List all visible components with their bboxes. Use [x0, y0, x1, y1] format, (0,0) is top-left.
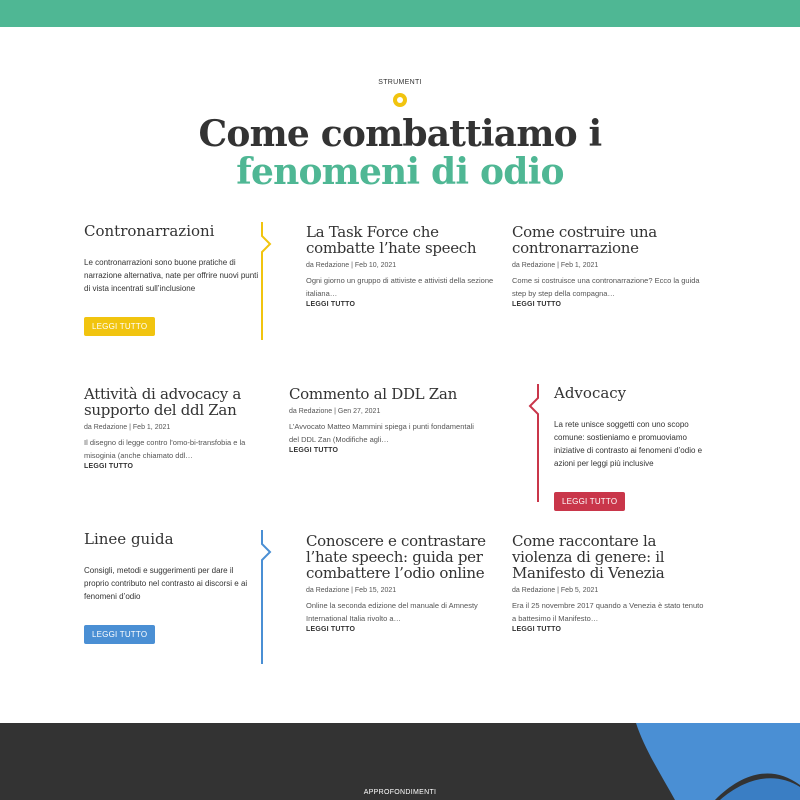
post-excerpt: L’Avvocato Matteo Mammini spiega i punti fondamentali del DDL Zan (Modifiche agli… — [289, 422, 474, 444]
post-meta: da Redazione | Feb 1, 2021 — [512, 262, 599, 269]
post-meta: da Redazione | Feb 10, 2021 — [306, 262, 397, 269]
page-title-line2: fenomeni di odio — [236, 151, 564, 193]
category-description: La rete unisce soggetti con uno scopo comune: sostieniamo e promuoviamo iniziative di contrasto ai fenomeni d’odio e azioni per leggi più inclusive — [554, 420, 703, 468]
post-card[interactable] — [512, 533, 707, 633]
read-more-link[interactable]: LEGGI TUTTO — [512, 301, 562, 308]
post-excerpt: Il disegno di legge contro l’omo-bi-transfobia e la misoginia (anche chiamato ddl… — [84, 438, 246, 460]
post-excerpt: Ogni giorno un gruppo di attiviste e attivisti della sezione italiana… — [306, 276, 494, 298]
ring-dot-icon — [393, 93, 407, 107]
post-excerpt: Come si costruisce una contronarrazione? Ecco la guida step by step della compagna… — [512, 276, 700, 298]
post-card[interactable] — [306, 224, 501, 308]
separator-red — [526, 384, 542, 502]
post-title[interactable]: Attività di advocacy a supporto del ddl Zan — [84, 385, 241, 419]
footer-section-label: APPROFONDIMENTI — [363, 789, 437, 796]
category-description: Consigli, metodi e suggerimenti per dare il proprio contributo nel contrasto ai discorsi e ai fenomeni d’odio — [84, 566, 248, 601]
category-description: Le contronarrazioni sono buone pratiche di narrazione alternativa, nate per offrire nuovi punti di vista incentrati sull’inclusione — [84, 258, 259, 293]
category-title: Linee guida — [84, 530, 174, 548]
post-title[interactable]: La Task Force che combatte l’hate speech — [306, 223, 477, 257]
read-more-link[interactable]: LEGGI TUTTO — [84, 463, 134, 470]
read-all-button-advocacy[interactable]: LEGGI TUTTO — [554, 492, 625, 511]
post-title[interactable]: Come costruire una contronarrazione — [512, 223, 657, 257]
read-all-button-contronarrazioni[interactable]: LEGGI TUTTO — [84, 317, 155, 336]
read-all-button-linee-guida[interactable]: LEGGI TUTTO — [84, 625, 155, 644]
post-excerpt: Era il 25 novembre 2017 quando a Venezia è stato tenuto a battesimo il Manifesto… — [512, 601, 704, 623]
read-more-link[interactable]: LEGGI TUTTO — [289, 447, 339, 454]
read-more-link[interactable]: LEGGI TUTTO — [306, 301, 356, 308]
top-accent-bar — [0, 0, 800, 27]
read-more-link[interactable]: LEGGI TUTTO — [512, 626, 562, 633]
section-eyebrow: STRUMENTI — [378, 79, 422, 86]
separator-blue — [258, 530, 274, 664]
category-title: Contronarrazioni — [84, 222, 215, 240]
post-card[interactable] — [84, 386, 279, 470]
post-title[interactable]: Conoscere e contrastare l’hate speech: guida per combattere l’odio online — [306, 532, 486, 582]
post-meta: da Redazione | Feb 15, 2021 — [306, 587, 397, 594]
category-advocacy — [554, 384, 719, 511]
post-card[interactable] — [289, 386, 484, 454]
category-linee-guida — [84, 530, 259, 644]
category-contronarrazioni — [84, 222, 259, 336]
page-title-line1: Come combattiamo i — [198, 113, 602, 155]
category-title: Advocacy — [554, 384, 627, 402]
read-more-link[interactable]: LEGGI TUTTO — [306, 626, 356, 633]
post-meta: da Redazione | Gen 27, 2021 — [289, 408, 381, 415]
post-excerpt: Online la seconda edizione del manuale di Amnesty International Italia rivolto a… — [306, 601, 478, 623]
post-card[interactable] — [306, 533, 501, 633]
post-meta: da Redazione | Feb 1, 2021 — [84, 424, 171, 431]
post-meta: da Redazione | Feb 5, 2021 — [512, 587, 599, 594]
footer — [0, 723, 800, 800]
post-card[interactable] — [512, 224, 707, 308]
post-title[interactable]: Commento al DDL Zan — [289, 385, 457, 403]
post-title[interactable]: Come raccontare la violenza di genere: il Manifesto di Venezia — [512, 532, 665, 582]
separator-yellow — [258, 222, 274, 340]
